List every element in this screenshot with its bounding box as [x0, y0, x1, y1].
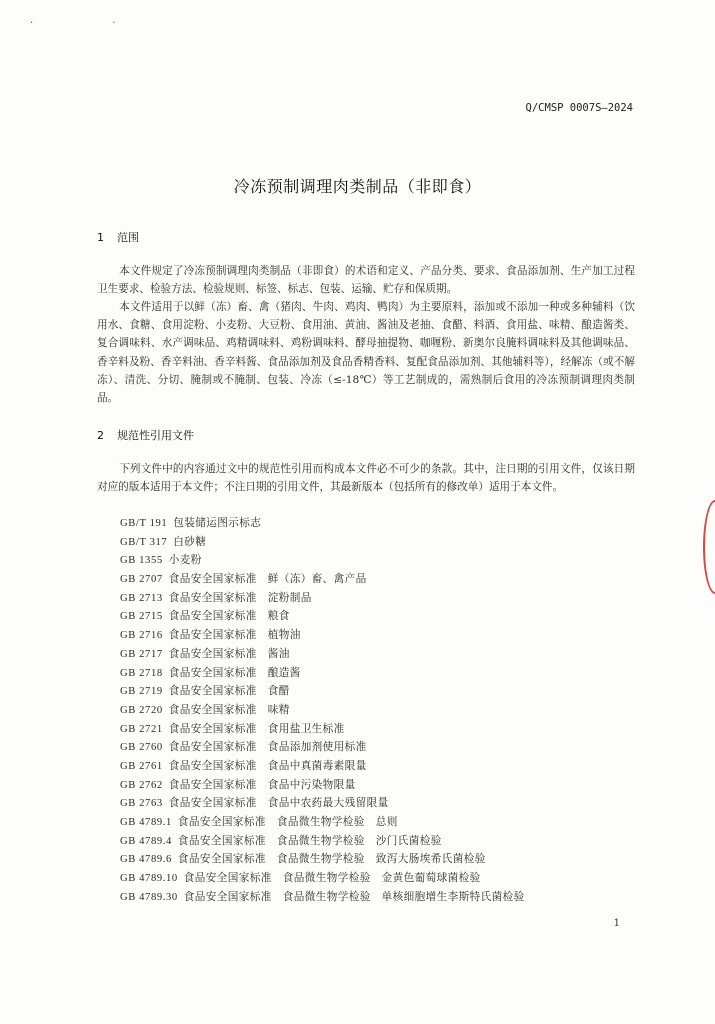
- reference-item: [120, 664, 640, 683]
- reference-code: GB 2760: [120, 742, 163, 754]
- reference-item: [120, 514, 640, 533]
- reference-title: 食品安全国家标准 食品添加剂使用标准: [168, 741, 367, 754]
- reference-title: 食品安全国家标准 食醋: [168, 685, 290, 698]
- document-title: 冷冻预制调理肉类制品（非即食）: [233, 177, 482, 196]
- section-1-paragraph-1: [97, 262, 635, 298]
- reference-item: [120, 626, 640, 645]
- reference-item: [120, 589, 640, 608]
- reference-title: 食品安全国家标准 酿造酱: [168, 666, 301, 679]
- reference-title: 食品安全国家标准 食品中农药最大残留限量: [168, 797, 389, 810]
- reference-item: [120, 869, 640, 888]
- paragraph-text: 下列文件中的内容通过文中的规范性引用而构成本文件必不可少的条款。其中，注日期的引用文件，仅该日期对应的版本适用于本文件；不注日期的引用文件，其最新版本（包括所有的修改单）适用于本文件。: [97, 463, 635, 494]
- reference-title: 食品安全国家标准 食品微生物学检验 单核细胞增生李斯特氏菌检验: [183, 890, 525, 903]
- reference-item: [120, 794, 640, 813]
- reference-title: 食品安全国家标准 植物油: [168, 629, 301, 642]
- reference-item: [120, 720, 640, 739]
- reference-code: GB 2717: [120, 648, 163, 660]
- reference-title: 食品安全国家标准 酱油: [168, 647, 290, 660]
- reference-code: GB 2716: [120, 630, 163, 642]
- reference-item: [120, 570, 640, 589]
- section-number: 2: [97, 429, 104, 442]
- section-title: 规范性引用文件: [117, 429, 194, 442]
- reference-code: GB/T 191: [120, 518, 168, 529]
- section-2-paragraph-1: [97, 460, 635, 496]
- reference-list: [120, 514, 640, 906]
- reference-code: GB 2713: [120, 592, 163, 604]
- reference-code: GB 1355: [120, 555, 163, 567]
- reference-item: [120, 701, 640, 720]
- reference-item: [120, 645, 640, 664]
- reference-code: GB 2763: [120, 798, 163, 810]
- paragraph-text: 本文件适用于以鲜（冻）畜、禽（猪肉、牛肉、鸡肉、鸭肉）为主要原料，添加或不添加一种或多种辅料（饮用水、食糖、食用淀粉、小麦粉、大豆粉、食用油、黄油、酱油及老抽、食醋、料酒、食用盐、味精、酿造酱类、复合调味料、水产调味品、鸡精调味料、鸡粉调味料、酵母抽提物、咖喱粉、新奥尔良腌料调味料及其他调味品、香辛料及粉、香辛料油、香辛料酱、食品添加剂及食品香精香料、复配食品添加剂、其他辅料等），经解冻（或不解冻）、清洗、分切、腌制或不腌制、包装、冷冻（≤-18℃）等工艺制成的，需熟制后食用的冷冻预制调理肉类制品。: [97, 301, 635, 405]
- reference-title: 食品安全国家标准 味精: [168, 703, 290, 716]
- section-2-heading: [97, 427, 194, 443]
- reference-title: 食品安全国家标准 食用盐卫生标准: [168, 722, 345, 735]
- reference-code: GB/T 317: [120, 536, 168, 548]
- scan-artifact: · ·: [30, 18, 154, 29]
- reference-title: 包装储运图示标志: [173, 517, 262, 529]
- reference-code: GB 4789.30: [120, 891, 178, 903]
- section-title: 范围: [117, 231, 139, 244]
- reference-item: [120, 738, 640, 757]
- reference-title: 食品安全国家标准 食品微生物学检验 致泻大肠埃希氏菌检验: [177, 853, 486, 866]
- reference-title: 食品安全国家标准 食品微生物学检验 总则: [177, 816, 398, 828]
- document-code: Q/CMSP 0007S—2024: [525, 102, 633, 114]
- reference-item: [120, 533, 640, 552]
- reference-code: GB 4789.6: [120, 854, 172, 866]
- page-number: 1: [613, 918, 620, 929]
- reference-title: 食品安全国家标准 淀粉制品: [168, 591, 312, 604]
- section-1-paragraph-2: [97, 298, 635, 407]
- reference-item: [120, 888, 640, 907]
- section-number: 1: [97, 231, 104, 244]
- reference-code: GB 2718: [120, 667, 163, 679]
- reference-code: GB 4789.1: [120, 817, 172, 828]
- reference-title: 小麦粉: [168, 554, 202, 567]
- reference-code: GB 2762: [120, 779, 163, 791]
- reference-item: [120, 551, 640, 570]
- reference-item: [120, 776, 640, 795]
- section-1-heading: [97, 229, 139, 245]
- reference-code: GB 2720: [120, 704, 163, 716]
- reference-title: 食品安全国家标准 粮食: [168, 610, 290, 623]
- reference-code: GB 2707: [120, 574, 163, 586]
- reference-title: 食品安全国家标准 食品中真菌毒素限量: [168, 759, 367, 772]
- reference-code: GB 4789.10: [120, 873, 178, 885]
- reference-item: [120, 682, 640, 701]
- reference-title: 白砂糖: [173, 535, 207, 548]
- reference-title: 食品安全国家标准 食品中污染物限量: [168, 778, 356, 791]
- red-stamp-edge: [703, 500, 715, 594]
- reference-title: 食品安全国家标准 食品微生物学检验 金黄色葡萄球菌检验: [183, 872, 481, 885]
- reference-code: GB 2761: [120, 760, 163, 772]
- reference-item: [120, 850, 640, 869]
- paragraph-text: 本文件规定了冷冻预制调理肉类制品（非即食）的术语和定义、产品分类、要求、食品添加剂、生产加工过程卫生要求、检验方法、检验规则、标签、标志、包装、运输、贮存和保质期。: [97, 265, 635, 296]
- reference-code: GB 2721: [120, 723, 163, 735]
- reference-item: [120, 607, 640, 626]
- reference-title: 食品安全国家标准 鲜（冻）畜、禽产品: [168, 573, 367, 586]
- reference-item: [120, 832, 640, 851]
- reference-item: [120, 757, 640, 776]
- reference-code: GB 2715: [120, 611, 163, 623]
- reference-title: 食品安全国家标准 食品微生物学检验 沙门氏菌检验: [177, 834, 442, 847]
- reference-item: [120, 813, 640, 832]
- reference-code: GB 4789.4: [120, 835, 172, 847]
- reference-code: GB 2719: [120, 686, 163, 698]
